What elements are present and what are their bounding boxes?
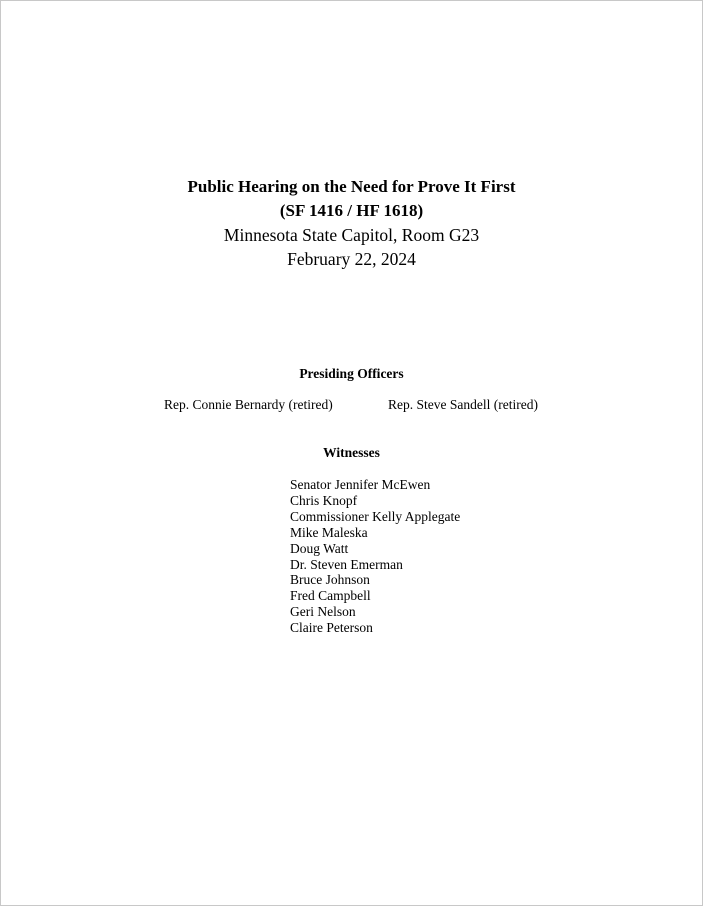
witness-name: Bruce Johnson xyxy=(290,572,370,588)
witness-name: Senator Jennifer McEwen xyxy=(290,477,431,492)
title-block xyxy=(1,175,702,271)
presiding-officer: Rep. Steve Sandell (retired) xyxy=(388,397,538,412)
witness-name: Commissioner Kelly Applegate xyxy=(290,508,461,524)
presiding-officers-heading: Presiding Officers xyxy=(299,366,404,381)
presiding-officer: Rep. Connie Bernardy (retired) xyxy=(164,397,333,412)
witnesses-heading: Witnesses xyxy=(323,445,380,460)
witness-name: Dr. Steven Emerman xyxy=(290,556,403,572)
witness-name: Geri Nelson xyxy=(290,604,356,620)
witness-name: Chris Knopf xyxy=(290,492,358,508)
witness-list xyxy=(290,477,460,636)
hearing-title: Public Hearing on the Need for Prove It First xyxy=(187,177,516,196)
witness-name: Fred Campbell xyxy=(290,588,371,604)
witness-name: Doug Watt xyxy=(290,540,349,556)
hearing-location: Minnesota State Capitol, Room G23 xyxy=(223,225,480,245)
witness-name: Claire Peterson xyxy=(290,620,373,636)
hearing-date: February 22, 2024 xyxy=(287,249,416,269)
bill-numbers: (SF 1416 / HF 1618) xyxy=(279,201,424,220)
witness-name: Mike Maleska xyxy=(290,524,368,540)
